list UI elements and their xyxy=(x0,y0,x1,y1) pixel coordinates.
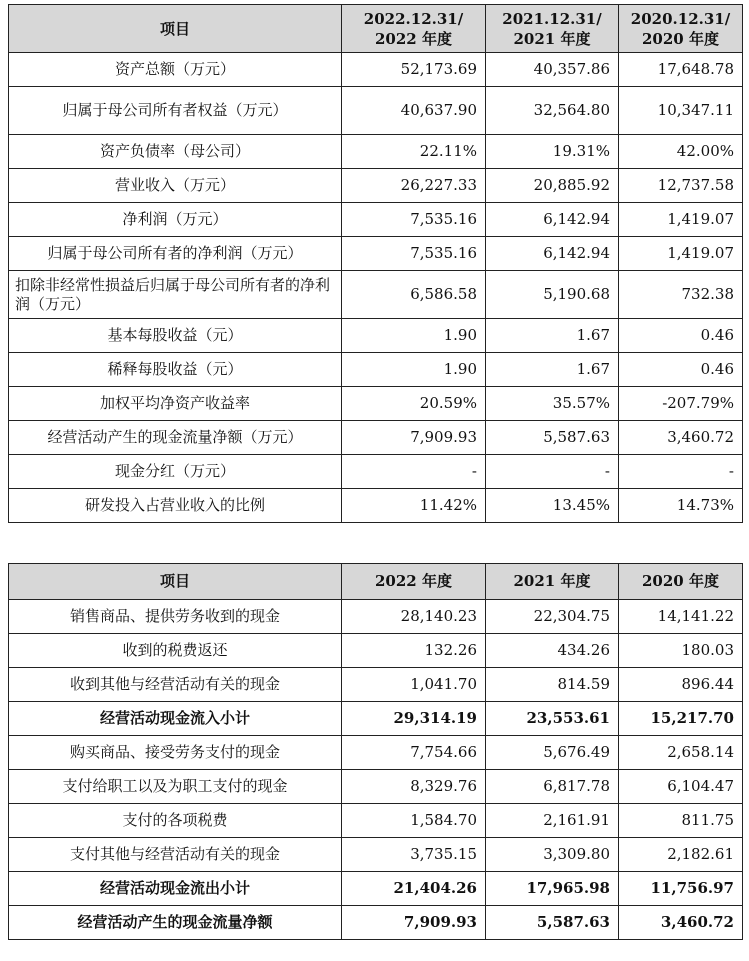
cell-value: 10,347.11 xyxy=(619,87,743,135)
cell-value: 434.26 xyxy=(486,634,619,668)
cell-value: 40,357.86 xyxy=(486,53,619,87)
row-label: 基本每股收益（元） xyxy=(9,319,342,353)
cell-value: 6,142.94 xyxy=(486,237,619,271)
row-label: 归属于母公司所有者权益（万元） xyxy=(9,87,342,135)
operating-cash-flow-table xyxy=(8,563,743,940)
cell-value: 5,587.63 xyxy=(486,906,619,940)
cell-value: 15,217.70 xyxy=(619,702,743,736)
cell-value: 6,142.94 xyxy=(486,203,619,237)
row-label: 净利润（万元） xyxy=(9,203,342,237)
table-row xyxy=(9,634,743,668)
row-label: 收到的税费返还 xyxy=(9,634,342,668)
cell-value: 22,304.75 xyxy=(486,600,619,634)
row-label: 收到其他与经营活动有关的现金 xyxy=(9,668,342,702)
table-row xyxy=(9,203,743,237)
cell-value: 0.46 xyxy=(619,353,743,387)
cell-value: 40,637.90 xyxy=(342,87,486,135)
row-label: 营业收入（万元） xyxy=(9,169,342,203)
cell-value: 26,227.33 xyxy=(342,169,486,203)
header-2022: 2022 年度 xyxy=(342,564,486,600)
row-label: 稀释每股收益（元） xyxy=(9,353,342,387)
cell-value: 814.59 xyxy=(486,668,619,702)
cell-value: 13.45% xyxy=(486,489,619,523)
header-2022: 2022.12.31/ 2022 年度 xyxy=(342,5,486,53)
cell-value: 17,965.98 xyxy=(486,872,619,906)
cell-value: 12,737.58 xyxy=(619,169,743,203)
header-2020: 2020 年度 xyxy=(619,564,743,600)
cell-value: 23,553.61 xyxy=(486,702,619,736)
cell-value: 1,419.07 xyxy=(619,203,743,237)
cell-value: - xyxy=(619,455,743,489)
row-label: 销售商品、提供劳务收到的现金 xyxy=(9,600,342,634)
total-row xyxy=(9,906,743,940)
cell-value: 1.67 xyxy=(486,319,619,353)
table-row xyxy=(9,489,743,523)
header-2021: 2021.12.31/ 2021 年度 xyxy=(486,5,619,53)
cell-value: 14,141.22 xyxy=(619,600,743,634)
row-label: 归属于母公司所有者的净利润（万元） xyxy=(9,237,342,271)
cell-value: 7,754.66 xyxy=(342,736,486,770)
table-row xyxy=(9,770,743,804)
subtotal-row xyxy=(9,702,743,736)
row-label: 经营活动产生的现金流量净额（万元） xyxy=(9,421,342,455)
table-header-row xyxy=(9,5,743,53)
cell-value: 42.00% xyxy=(619,135,743,169)
row-label: 资产负债率（母公司） xyxy=(9,135,342,169)
cell-value: 11.42% xyxy=(342,489,486,523)
cell-value: 732.38 xyxy=(619,271,743,319)
cell-value: 811.75 xyxy=(619,804,743,838)
table-row xyxy=(9,804,743,838)
cell-value: 5,190.68 xyxy=(486,271,619,319)
table-row xyxy=(9,135,743,169)
cell-value: 7,535.16 xyxy=(342,203,486,237)
cell-value: 22.11% xyxy=(342,135,486,169)
row-label: 现金分红（万元） xyxy=(9,455,342,489)
table-row xyxy=(9,455,743,489)
cell-value: 21,404.26 xyxy=(342,872,486,906)
cell-value: 20,885.92 xyxy=(486,169,619,203)
cell-value: 35.57% xyxy=(486,387,619,421)
cell-value: 5,587.63 xyxy=(486,421,619,455)
cell-value: -207.79% xyxy=(619,387,743,421)
table-row xyxy=(9,838,743,872)
cell-value: 896.44 xyxy=(619,668,743,702)
cell-value: 7,909.93 xyxy=(342,421,486,455)
table-row xyxy=(9,353,743,387)
table-row xyxy=(9,53,743,87)
cell-value: 132.26 xyxy=(342,634,486,668)
table-row xyxy=(9,668,743,702)
cell-value: 7,909.93 xyxy=(342,906,486,940)
cell-value: - xyxy=(342,455,486,489)
cell-value: 6,586.58 xyxy=(342,271,486,319)
cell-value: 3,309.80 xyxy=(486,838,619,872)
cell-value: 1.90 xyxy=(342,353,486,387)
cell-value: 17,648.78 xyxy=(619,53,743,87)
cell-value: 52,173.69 xyxy=(342,53,486,87)
subtotal-row xyxy=(9,872,743,906)
cell-value: 3,460.72 xyxy=(619,906,743,940)
cell-value: 29,314.19 xyxy=(342,702,486,736)
cell-value: 2,161.91 xyxy=(486,804,619,838)
cell-value: 5,676.49 xyxy=(486,736,619,770)
header-2021: 2021 年度 xyxy=(486,564,619,600)
row-label: 支付给职工以及为职工支付的现金 xyxy=(9,770,342,804)
cell-value: 8,329.76 xyxy=(342,770,486,804)
row-label: 经营活动现金流入小计 xyxy=(9,702,342,736)
cell-value: 14.73% xyxy=(619,489,743,523)
row-label: 资产总额（万元） xyxy=(9,53,342,87)
cell-value: 6,817.78 xyxy=(486,770,619,804)
cell-value: 1.67 xyxy=(486,353,619,387)
table-row xyxy=(9,87,743,135)
cell-value: 11,756.97 xyxy=(619,872,743,906)
row-label: 扣除非经常性损益后归属于母公司所有者的净利润（万元） xyxy=(9,271,342,319)
cell-value: 6,104.47 xyxy=(619,770,743,804)
row-label: 经营活动产生的现金流量净额 xyxy=(9,906,342,940)
cell-value: 20.59% xyxy=(342,387,486,421)
cell-value: 0.46 xyxy=(619,319,743,353)
cell-value: - xyxy=(486,455,619,489)
cell-value: 2,182.61 xyxy=(619,838,743,872)
table-row xyxy=(9,271,743,319)
cell-value: 28,140.23 xyxy=(342,600,486,634)
table-row xyxy=(9,387,743,421)
table-row xyxy=(9,169,743,203)
row-label: 支付其他与经营活动有关的现金 xyxy=(9,838,342,872)
table-row xyxy=(9,319,743,353)
cell-value: 2,658.14 xyxy=(619,736,743,770)
cell-value: 1.90 xyxy=(342,319,486,353)
row-label: 经营活动现金流出小计 xyxy=(9,872,342,906)
cell-value: 19.31% xyxy=(486,135,619,169)
table-row xyxy=(9,421,743,455)
cell-value: 7,535.16 xyxy=(342,237,486,271)
row-label: 购买商品、接受劳务支付的现金 xyxy=(9,736,342,770)
header-2020: 2020.12.31/ 2020 年度 xyxy=(619,5,743,53)
row-label: 支付的各项税费 xyxy=(9,804,342,838)
cell-value: 180.03 xyxy=(619,634,743,668)
row-label: 研发投入占营业收入的比例 xyxy=(9,489,342,523)
key-financial-indicators-table xyxy=(8,4,743,523)
table-header-row xyxy=(9,564,743,600)
row-label: 加权平均净资产收益率 xyxy=(9,387,342,421)
table-row xyxy=(9,237,743,271)
table-row xyxy=(9,736,743,770)
cell-value: 32,564.80 xyxy=(486,87,619,135)
cell-value: 1,584.70 xyxy=(342,804,486,838)
cell-value: 3,735.15 xyxy=(342,838,486,872)
cell-value: 3,460.72 xyxy=(619,421,743,455)
header-item: 项目 xyxy=(9,5,342,53)
header-item: 项目 xyxy=(9,564,342,600)
table-row xyxy=(9,600,743,634)
cell-value: 1,419.07 xyxy=(619,237,743,271)
cell-value: 1,041.70 xyxy=(342,668,486,702)
